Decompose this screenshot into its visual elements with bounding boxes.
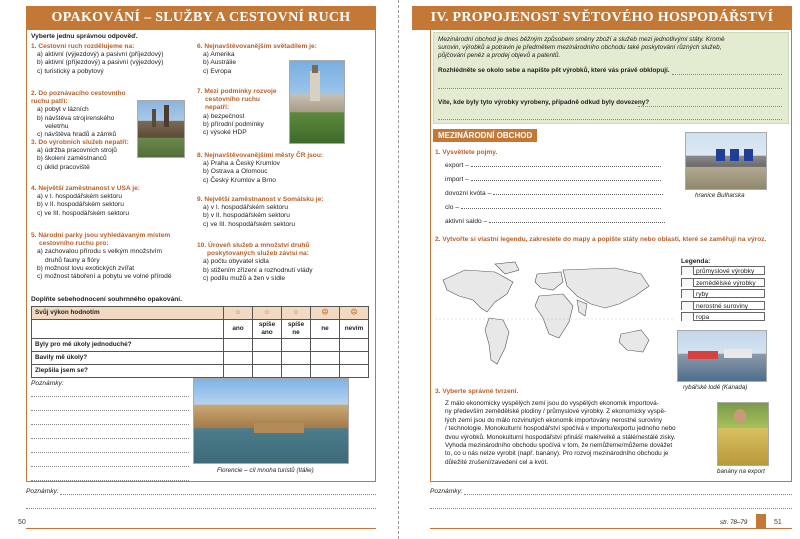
photo1-caption: hranice Bulharska bbox=[695, 192, 745, 199]
fishing-boats-photo bbox=[677, 330, 767, 382]
answer-cell[interactable] bbox=[224, 365, 253, 378]
terms-list bbox=[445, 162, 675, 232]
option[interactable]: c) ve III. hospodářském sektoru bbox=[203, 220, 295, 228]
left-page-title: OPAKOVÁNÍ – SLUŽBY A CESTOVNÍ RUCH bbox=[26, 6, 376, 30]
answer-cell[interactable] bbox=[224, 339, 253, 352]
intro-text bbox=[438, 36, 725, 60]
self-eval-prompt: Doplňte sebehodnocení souhrnného opakování. bbox=[31, 296, 182, 303]
option[interactable]: c) ve III. hospodářském sektoru bbox=[37, 209, 129, 217]
answer-cell[interactable] bbox=[253, 365, 282, 378]
table-header: Svůj výkon hodnotím bbox=[32, 307, 224, 320]
question-7-title-continued: cestovního ruchu bbox=[205, 96, 260, 104]
answer-line[interactable] bbox=[489, 222, 665, 223]
castle-photo bbox=[137, 100, 185, 158]
option[interactable]: c) možnost táboření a pobytu ve volné přírodě bbox=[37, 273, 172, 281]
photo2-caption: rybářské lodě (Kanada) bbox=[683, 384, 748, 391]
answer-line[interactable] bbox=[471, 166, 661, 167]
option[interactable]: c) návštěva hradů a zámků bbox=[37, 131, 117, 139]
instruction: Vyberte jednu správnou odpověď. bbox=[31, 33, 138, 40]
table-header-row bbox=[32, 307, 369, 320]
q3-line: ny především zemědělské plodiny / průmyslové výrobky. Z ekonomicky vyspě- bbox=[445, 408, 667, 416]
answer-cell[interactable] bbox=[311, 365, 340, 378]
intro-line: Mezinárodní obchod je dnes běžným způsobem směny zboží a služeb mezi jednotlivými státy. Kromě bbox=[438, 36, 725, 43]
table-row bbox=[32, 365, 369, 378]
question-6 bbox=[197, 43, 372, 76]
answer-cell[interactable] bbox=[311, 339, 340, 352]
world-map[interactable] bbox=[435, 260, 675, 378]
option[interactable]: a) údržba pracovních strojů bbox=[37, 147, 117, 155]
self-eval-table bbox=[31, 306, 369, 378]
answer-line[interactable] bbox=[461, 208, 661, 209]
task-b: Víte, kde byly tyto výrobky vyrobeny, případně odkud byly dovezeny? bbox=[438, 99, 650, 106]
answer-cell[interactable] bbox=[282, 339, 311, 352]
option[interactable]: a) bezpečnost bbox=[203, 112, 245, 120]
column-label: ano bbox=[224, 320, 253, 339]
question-4 bbox=[31, 185, 191, 218]
table-row bbox=[32, 339, 369, 352]
smiley-icon: ☺ bbox=[224, 307, 253, 320]
table-row bbox=[32, 352, 369, 365]
page-number: 51 bbox=[774, 519, 782, 526]
photo3-caption: banány na export bbox=[717, 468, 765, 475]
option[interactable]: a) zachovalou přírodu s velkým množstvím bbox=[37, 248, 162, 256]
florence-caption: Florencie – cíl mnoha turistů (Itálie) bbox=[217, 467, 314, 474]
left-worksheet bbox=[26, 30, 376, 482]
notes-area[interactable] bbox=[31, 380, 189, 388]
option[interactable]: a) aktivní (výjezdový) a pasivní (příjezdový) bbox=[37, 51, 164, 59]
q3-line: to, co u nás nelze vyrobit (např. banány). Pro rozvoj mezinárodního obchodu je bbox=[445, 450, 669, 458]
intro-box bbox=[433, 32, 789, 124]
row-label: Zlepšila jsem se? bbox=[32, 365, 224, 378]
option[interactable]: b) stižením zřízení a rozhodnutí vlády bbox=[203, 266, 313, 274]
term-label: clo – bbox=[445, 204, 459, 211]
option[interactable]: a) Praha a Český Krumlov bbox=[203, 160, 280, 168]
option[interactable]: c) Český Krumlov a Brno bbox=[203, 176, 276, 184]
question-7-title-continued: nepatří: bbox=[205, 104, 230, 112]
question-10 bbox=[197, 242, 372, 283]
question-1-title: 1. Cestovní ruch rozdělujeme na: bbox=[31, 43, 135, 50]
footer-notes-label: Poznámky: bbox=[26, 488, 59, 495]
option[interactable]: b) Austrálie bbox=[203, 59, 236, 67]
page-reference: str. 78–79 bbox=[720, 519, 748, 526]
question-5-title: 5. Národní parky jsou vyhledávaným místem bbox=[31, 232, 171, 239]
option[interactable]: b) aktivní (příjezdový) a pasivní (výjezdový) bbox=[37, 59, 164, 67]
legend-item[interactable]: ryby bbox=[681, 289, 765, 298]
question-10-title: 10. Úroveň služeb a množství druhů bbox=[197, 242, 310, 249]
q3-text bbox=[445, 400, 709, 467]
answer-line[interactable] bbox=[638, 106, 782, 107]
castle-lichtenstein-photo bbox=[289, 60, 345, 144]
bananas-photo bbox=[717, 402, 769, 466]
sad-smiley-icon: ☹ bbox=[311, 307, 340, 320]
question-5-title-continued: cestovního ruchu pro: bbox=[39, 240, 109, 248]
legend-item[interactable]: zemědělské výrobky bbox=[681, 278, 765, 287]
q2-title: 2. Vytvořte si vlastní legendu, zakreslete do mapy a popište státy nebo oblasti, které se zaměřují na výroz. bbox=[435, 236, 767, 243]
question-9-title: 9. Největší zaměstnanost v Somálsku je: bbox=[197, 196, 324, 203]
term-label: export – bbox=[445, 162, 469, 169]
column-label: nevím bbox=[340, 320, 369, 339]
answer-cell[interactable] bbox=[224, 352, 253, 365]
term-row bbox=[445, 190, 675, 204]
question-6-title: 6. Nejnavštěvovanějším světadílem je: bbox=[197, 43, 317, 50]
legend-item[interactable]: průmyslové výrobky bbox=[681, 266, 765, 275]
q3-line: / technologie. Monokulturní hospodářství spočívá v importu/exportu jednoho nebo bbox=[445, 425, 676, 433]
answer-cell[interactable] bbox=[282, 365, 311, 378]
row-label: Bavily mě úkoly? bbox=[32, 352, 224, 365]
answer-line[interactable] bbox=[493, 194, 663, 195]
option[interactable]: b) přírodní podmínky bbox=[203, 120, 264, 128]
option[interactable]: b) možnost lovu exotických zvířat bbox=[37, 264, 135, 272]
right-worksheet bbox=[430, 30, 792, 482]
map-legend bbox=[681, 258, 765, 324]
table-column-row bbox=[32, 320, 369, 339]
column-label: spíše ano bbox=[253, 320, 282, 339]
question-2-title: 2. Do poznávacího cestovního ruchu patří: bbox=[31, 90, 126, 106]
sad-smiley-icon: ☹ bbox=[340, 307, 369, 320]
question-8 bbox=[197, 152, 372, 185]
q3-line: důležité zrušení/zavedení cel a kvót. bbox=[445, 458, 549, 466]
florence-photo bbox=[193, 378, 349, 464]
q1-title: 1. Vysvětlete pojmy. bbox=[435, 149, 498, 156]
book-icon bbox=[756, 514, 766, 528]
notes-label: Poznámky: bbox=[31, 380, 64, 387]
term-label: dovozní kvóta – bbox=[445, 190, 492, 197]
legend-item[interactable]: ropa bbox=[681, 312, 765, 321]
section-title: MEZINÁRODNÍ OBCHOD bbox=[433, 129, 537, 142]
option[interactable]: b) Ostrava a Olomouc bbox=[203, 168, 268, 176]
option[interactable]: b) v II. hospodářském sektoru bbox=[203, 212, 290, 220]
term-label: import – bbox=[445, 176, 469, 183]
task-a: Rozhlédněte se okolo sebe a napište pět výrobků, které vás právě obklopují. bbox=[438, 67, 670, 74]
option[interactable]: c) výsoké HDP bbox=[203, 129, 247, 137]
left-page bbox=[0, 0, 398, 539]
term-row bbox=[445, 162, 675, 176]
intro-line: půjčování peněz a prodej objevů a patentů. bbox=[438, 52, 561, 59]
question-3 bbox=[31, 139, 137, 172]
smiley-icon: ☺ bbox=[253, 307, 282, 320]
intro-line: surovin, výrobků a potravin je předmětem mezinárodního obchodu také poskytování různých služeb, bbox=[438, 44, 722, 51]
option[interactable]: a) v I. hospodářském sektoru bbox=[37, 193, 123, 201]
neutral-smiley-icon: ☺ bbox=[282, 307, 311, 320]
answer-cell[interactable] bbox=[253, 352, 282, 365]
right-page bbox=[402, 0, 800, 539]
page-number: 50 bbox=[18, 519, 26, 526]
question-2 bbox=[31, 90, 131, 139]
answer-cell[interactable] bbox=[340, 352, 369, 365]
question-7 bbox=[197, 88, 287, 137]
question-8-title: 8. Nejnavštěvovanějšími městy ČR jsou: bbox=[197, 152, 324, 159]
answer-cell[interactable] bbox=[282, 352, 311, 365]
q3-line: dvou výrobků. Monokulturní hospodářství přináší malé/velké a stálé/nestálé zisky. bbox=[445, 433, 676, 441]
option[interactable]: a) Amerika bbox=[203, 51, 235, 59]
term-label: aktivní saldo – bbox=[445, 218, 488, 225]
answer-line[interactable] bbox=[438, 119, 782, 120]
answer-line[interactable] bbox=[438, 88, 782, 89]
row-label: Byly pro mě úkoly jednoduché? bbox=[32, 339, 224, 352]
option-continued: druhů fauny a flóry bbox=[45, 256, 100, 264]
option[interactable]: b) v II. hospodářském sektoru bbox=[37, 201, 124, 209]
option[interactable]: c) Evropa bbox=[203, 67, 232, 75]
answer-cell[interactable] bbox=[340, 365, 369, 378]
answer-line[interactable] bbox=[672, 74, 782, 75]
legend-title: Legenda: bbox=[681, 258, 711, 265]
q3-line: Vyhoda mezinárodního obchodu spočívá v tom, že nemůžeme/můžeme dovážet bbox=[445, 442, 673, 450]
column-label: ne bbox=[311, 320, 340, 339]
option[interactable]: a) počtu obyvatel sídla bbox=[203, 258, 269, 266]
answer-cell[interactable] bbox=[340, 339, 369, 352]
term-row bbox=[445, 176, 675, 190]
question-9 bbox=[197, 196, 372, 229]
legend-item[interactable]: nerostné suroviny bbox=[681, 301, 765, 310]
question-3-title: 3. Do výrobních služeb nepatří: bbox=[31, 139, 129, 146]
answer-line[interactable] bbox=[471, 180, 661, 181]
q3-line: lých zemí jsou do málo rozvinutých ekonomik importovány nerostné suroviny bbox=[445, 416, 663, 424]
option[interactable]: b) školení zaměstnanců bbox=[37, 155, 107, 163]
q3-line: Z málo ekonomicky vyspělých zemí jsou do vyspělých ekonomik importová- bbox=[445, 400, 659, 407]
term-row bbox=[445, 204, 675, 218]
table-cell bbox=[32, 320, 224, 339]
term-row bbox=[445, 218, 675, 232]
world-map-svg bbox=[435, 260, 675, 378]
footer-notes-label: Poznámky: bbox=[430, 488, 463, 495]
question-5 bbox=[31, 232, 196, 281]
question-4-title: 4. Největší zaměstnanost v USA je: bbox=[31, 185, 140, 192]
answer-cell[interactable] bbox=[311, 352, 340, 365]
q3-title: 3. Vyberte správné tvrzení. bbox=[435, 388, 519, 395]
option[interactable]: c) úklid pracoviště bbox=[37, 163, 90, 171]
option[interactable]: a) pobyt v lázních bbox=[37, 106, 89, 114]
question-10-title-continued: poskytovaných služeb závisí na: bbox=[207, 250, 309, 258]
option[interactable]: c) podílu mužů a žen v sídle bbox=[203, 274, 286, 282]
option[interactable]: c) turistický a pobytový bbox=[37, 67, 104, 75]
question-1 bbox=[31, 43, 191, 76]
option-continued: veletrhu bbox=[45, 122, 69, 130]
option[interactable]: a) v I. hospodářském sektoru bbox=[203, 204, 289, 212]
border-photo bbox=[685, 132, 767, 190]
answer-cell[interactable] bbox=[253, 339, 282, 352]
column-label: spíše ne bbox=[282, 320, 311, 339]
option[interactable]: b) návštěva strojírenského bbox=[37, 114, 115, 122]
question-7-title: 7. Mezi podmínky rozvoje bbox=[197, 88, 277, 95]
right-page-title: IV. PROPOJENOST SVĚTOVÉHO HOSPODÁŘSTVÍ bbox=[412, 6, 792, 30]
